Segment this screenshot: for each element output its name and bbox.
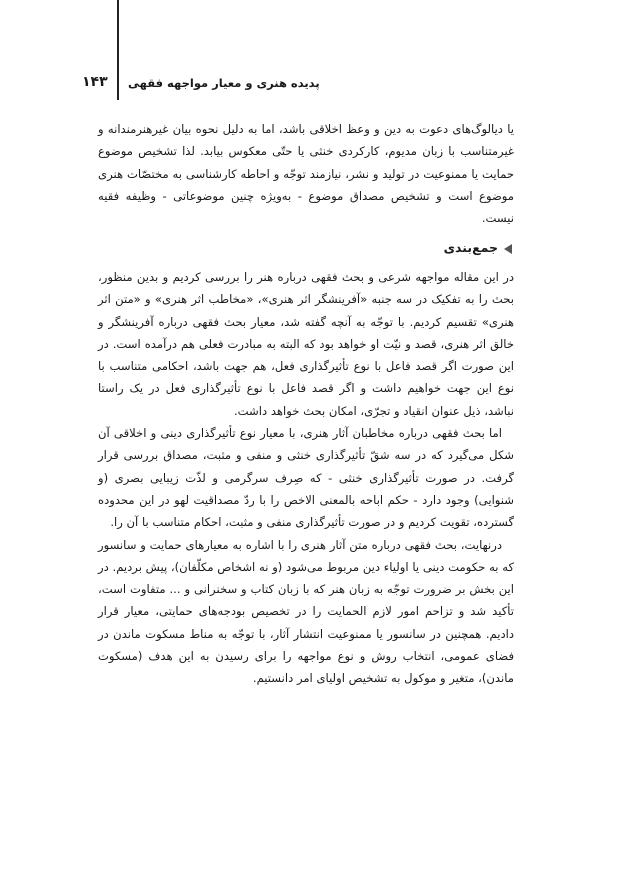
conclusion-paragraph-3: درنهایت، بحث فقهی درباره متن آثار هنری را با اشاره به معیارهای حمایت و سانسور که به حکومت دینی یا اولیاء دین مربوط می‌شود (و نه اشخاص مکلّفان)، پیش بردیم. در این بخش بر ضرورت توجّه به زبان هنر که با زبان کتاب و سخنرانی و ... متفاوت است، تأکید شد و تزاحم امور لازم الحمایت را در تخصیص بودجه‌های حمایتی، معیار قرار دادیم. همچنین در سانسور یا ممنوعیت انتشار آثار، با توجّه به مناط مسکوت ماندن در فضای عمومی، انتخاب روش و نوع مواجهه را برای رسیدن به این هدف (مسکوت ماندن)، متغیر و موکول به تشخیص اولیای امر دانستیم. <box>98 537 514 686</box>
section-heading <box>330 240 512 255</box>
conclusion-text <box>98 266 514 690</box>
header-rule <box>117 0 119 100</box>
section-heading-label: جمع‌بندی <box>443 240 498 255</box>
intro-paragraph: یا دیالوگ‌های دعوت به دین و وعظ اخلاقی باشد، اما به دلیل نحوه بیان غیرهنرمندانه و غیرمتناسب با زبان مدیوم، کارکردی خنثی یا حتّی معکوس بیابد. لذا تشخیص موضوع حمایت یا ممنوعیت در تولید و نشر، نیازمند توجّه و احاطه کارشناسی به مختصّات هنری موضوع است و تشخیص مصداق موضوع - به‌ویژه چنین موضوعاتی - وظیفه فقیه نیست. <box>98 122 514 226</box>
conclusion-paragraph-1: در این مقاله مواجهه شرعی و بحث فقهی درباره هنر را بررسی کردیم و بدین منظور، بحث را به تفکیک در سه جنبه «آفرینشگر اثر هنری»، «مخاطب اثر هنری» و «متن اثر هنری» تقسیم کردیم. با توجّه به آنچه گفته شد، معیار بحث فقهی درباره آفرینشگر و خالق اثر هنری، قصد و نیّت او خواهد بود که البته به مبادرت فعلی هم درآمده است. در این صورت اگر قصد فاعل با نوع تأثیرگذاری فعل، هم جهت باشد، احکامی متناسب با نوع این جهت خواهیم داشت و اگر قصد فاعل با نوع تأثیرگذاری فعل در یک راستا نباشد، ذیل عنوان انقیاد و تجرّی، امکان بحث خواهد داشت. <box>98 270 514 418</box>
triangle-icon <box>504 244 512 254</box>
running-title: پدیده هنری و معیار مواجهه فقهی <box>128 76 320 90</box>
page-number: ۱۴۳ <box>82 74 108 90</box>
conclusion-paragraph-2: اما بحث فقهی درباره مخاطبان آثار هنری، با معیار نوع تأثیرگذاری دینی و اخلاقی آن شکل می‌گیرد که در سه شقّ تأثیرگذاری خنثی و منفی و مثبت، مصداق بررسی قرار گرفت. در صورت تأثیرگذاری خنثی - که صِرف سرگرمی و لذّت زیبایی بصری (و شنوایی) وجود دارد - حکم اباحه بالمعنی الاخص را با ردّ مصداقیت لهو در این محدوده گسترده، تقویت کردیم و در صورت تأثیرگذاری منفی و مثبت، احکام متناسب با آن را. <box>98 426 514 530</box>
intro-text <box>98 118 514 229</box>
